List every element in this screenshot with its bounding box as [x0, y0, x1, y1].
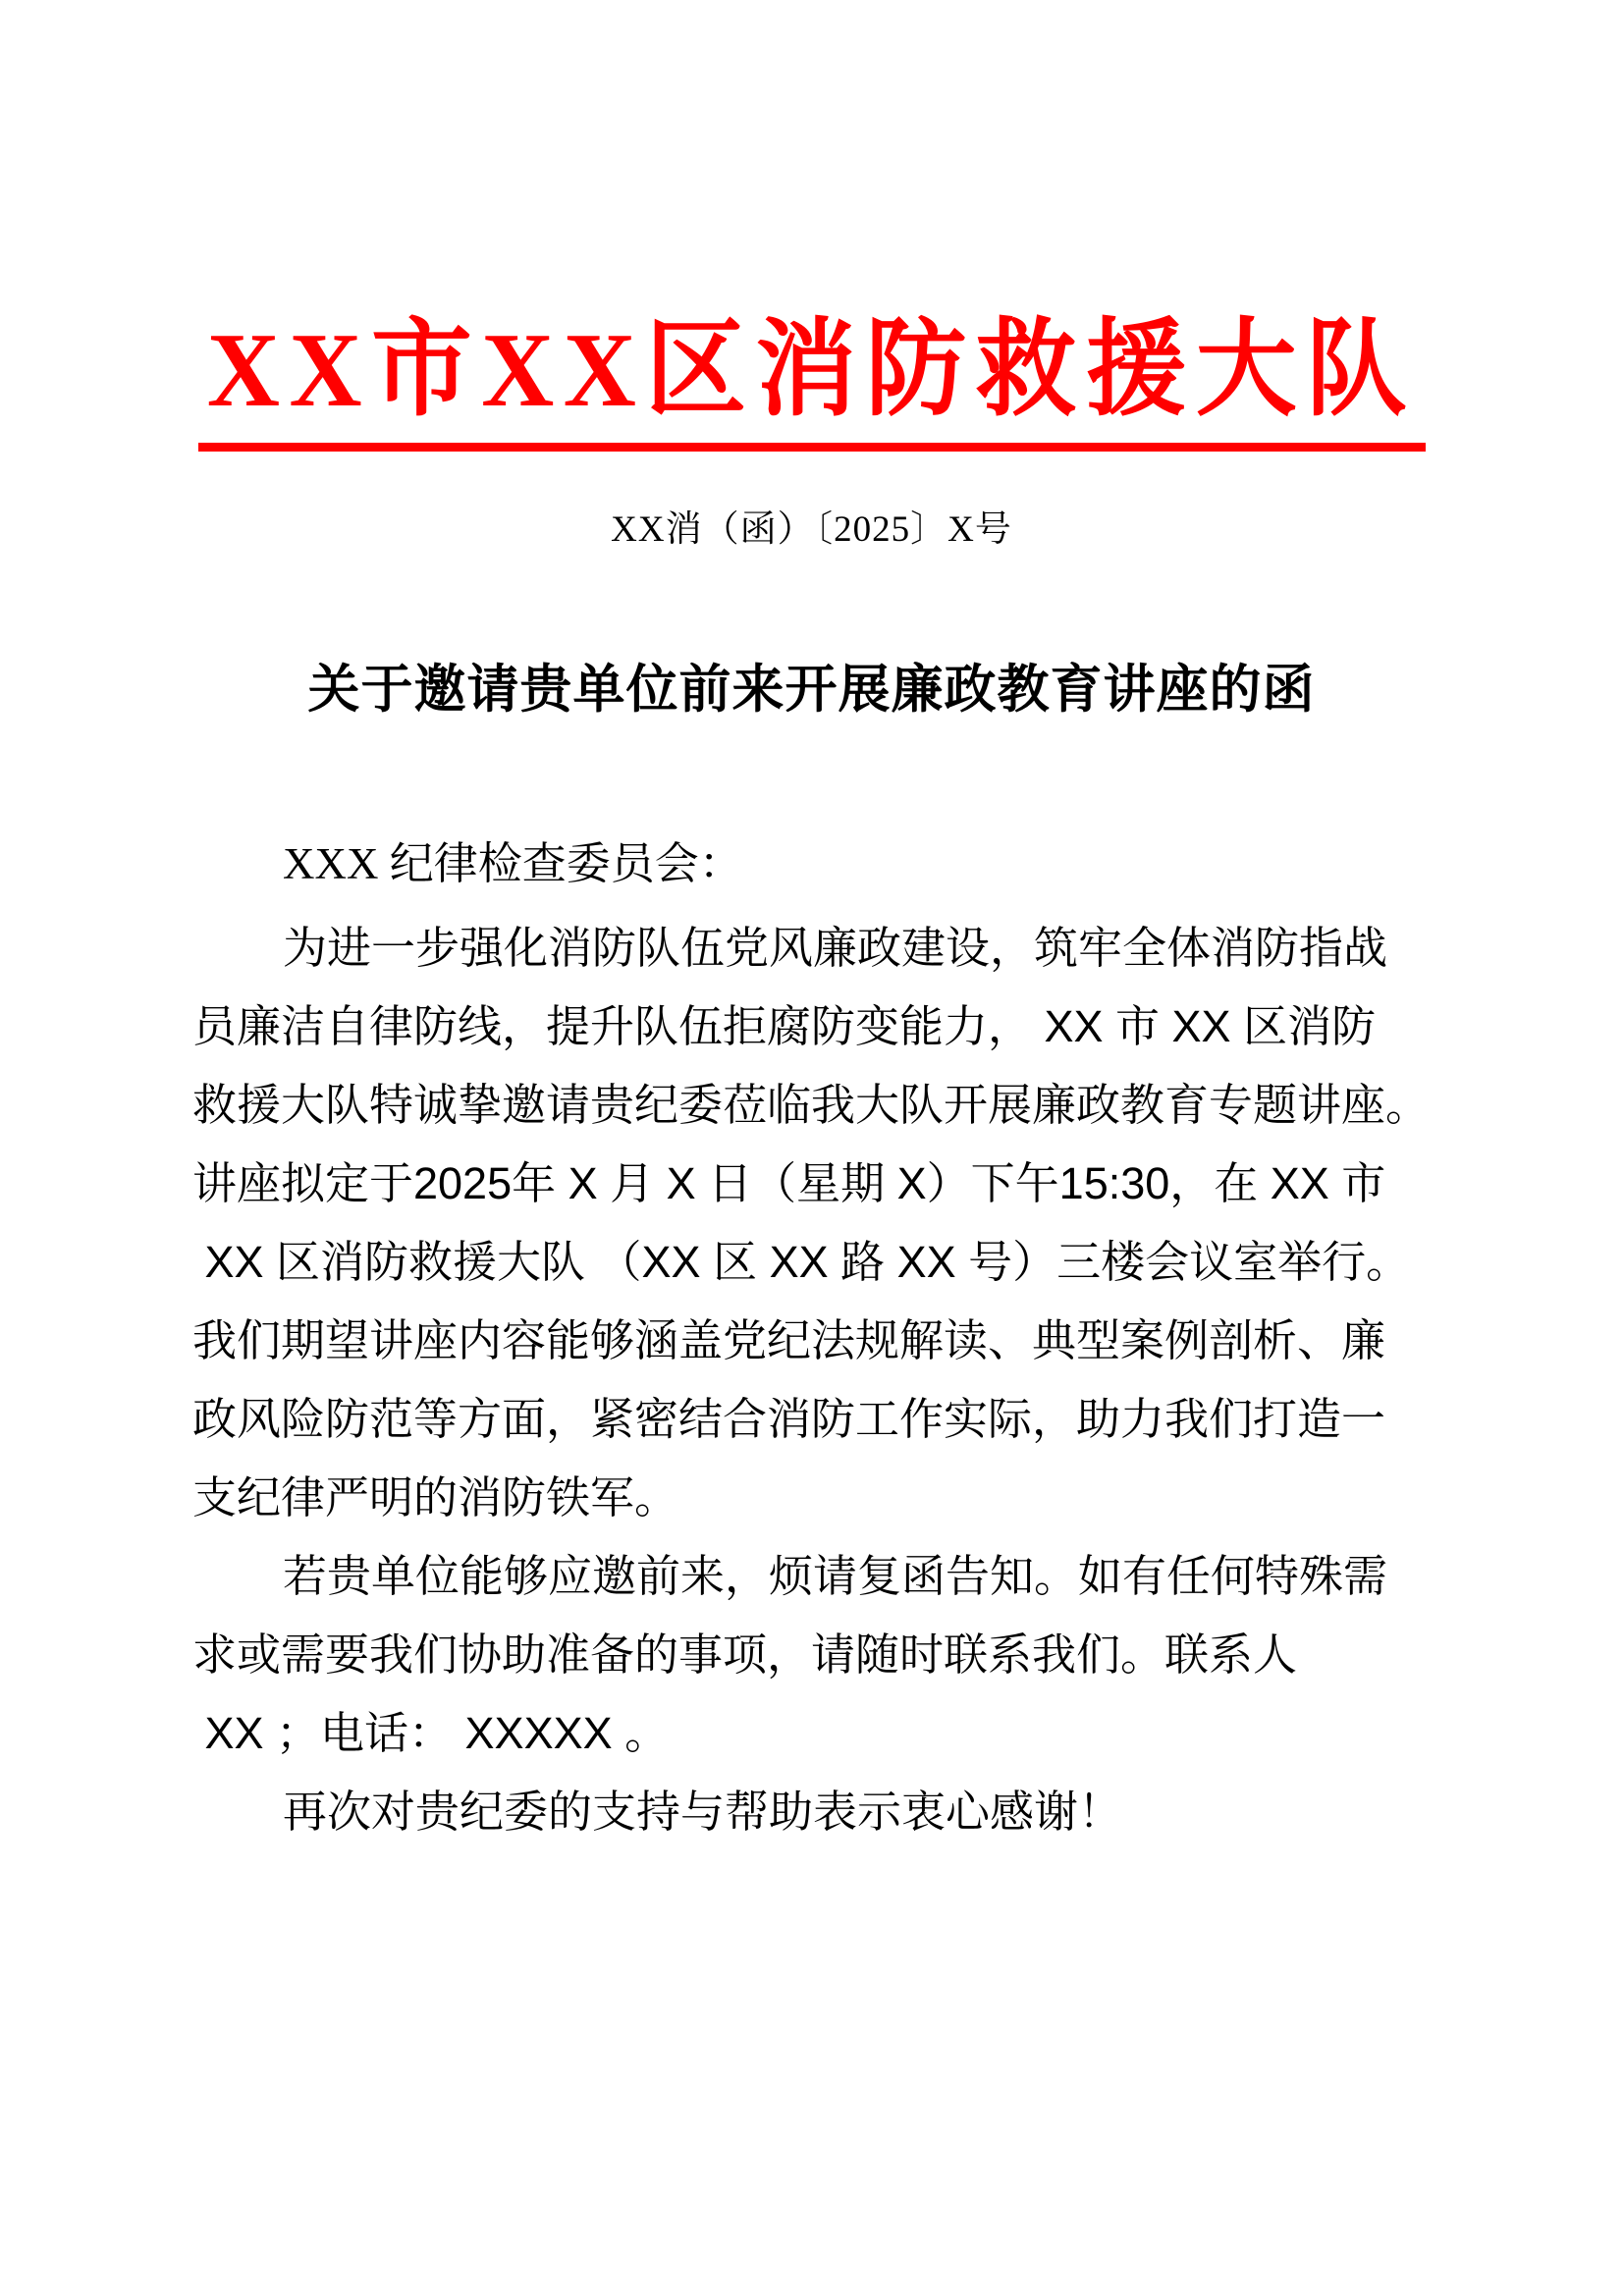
body-line: 若贵单位能够应邀前来，烦请复函告知。如有任何特殊需 — [283, 1551, 1388, 1601]
body-line: XX 区消防救援大队 （XX 区 XX 路 XX 号）三楼会议室举行。 — [192, 1237, 1411, 1287]
body-line: 救援大队特诚挚邀请贵纪委莅临我大队开展廉政教育专题讲座。 — [192, 1080, 1431, 1130]
paragraph-3 — [192, 1773, 1439, 1851]
body-line: 员廉洁自律防线，提升队伍拒腐防变能力， XX 市 XX 区消防 — [192, 1001, 1377, 1051]
body-line: 讲座拟定于2025年 X 月 X 日（星期 X）下午15:30，在 XX 市 — [192, 1158, 1386, 1208]
document-body — [192, 825, 1439, 1851]
body-line: 为进一步强化消防队伍党风廉政建设，筑牢全体消防指战 — [283, 923, 1388, 973]
masthead — [0, 312, 1623, 452]
paragraph-1 — [192, 909, 1439, 1537]
body-line: 政风险防范等方面，紧密结合消防工作实际，助力我们打造一 — [192, 1394, 1386, 1444]
body-line: 再次对贵纪委的支持与帮助表示衷心感谢！ — [283, 1787, 1123, 1837]
masthead-title: XX市XX区消防救援大队 — [206, 312, 1417, 429]
body-line: 我们期望讲座内容能够涵盖党纪法规解读、典型案例剖析、廉 — [192, 1315, 1386, 1365]
masthead-divider — [198, 443, 1426, 452]
body-line: 支纪律严明的消防铁军。 — [192, 1472, 679, 1522]
body-line: 求或需要我们协助准备的事项，请随时联系我们。联系人 — [192, 1629, 1298, 1680]
recipient-line: XXX 纪律检查委员会： — [283, 839, 743, 888]
document-number: XX消（函）〔2025〕X号 — [611, 509, 1012, 550]
document-title: 关于邀请贵单位前来开展廉政教育讲座的函 — [307, 661, 1316, 719]
paragraph-2 — [192, 1537, 1439, 1773]
body-line: XX ；电话： XXXXX 。 — [192, 1708, 670, 1758]
